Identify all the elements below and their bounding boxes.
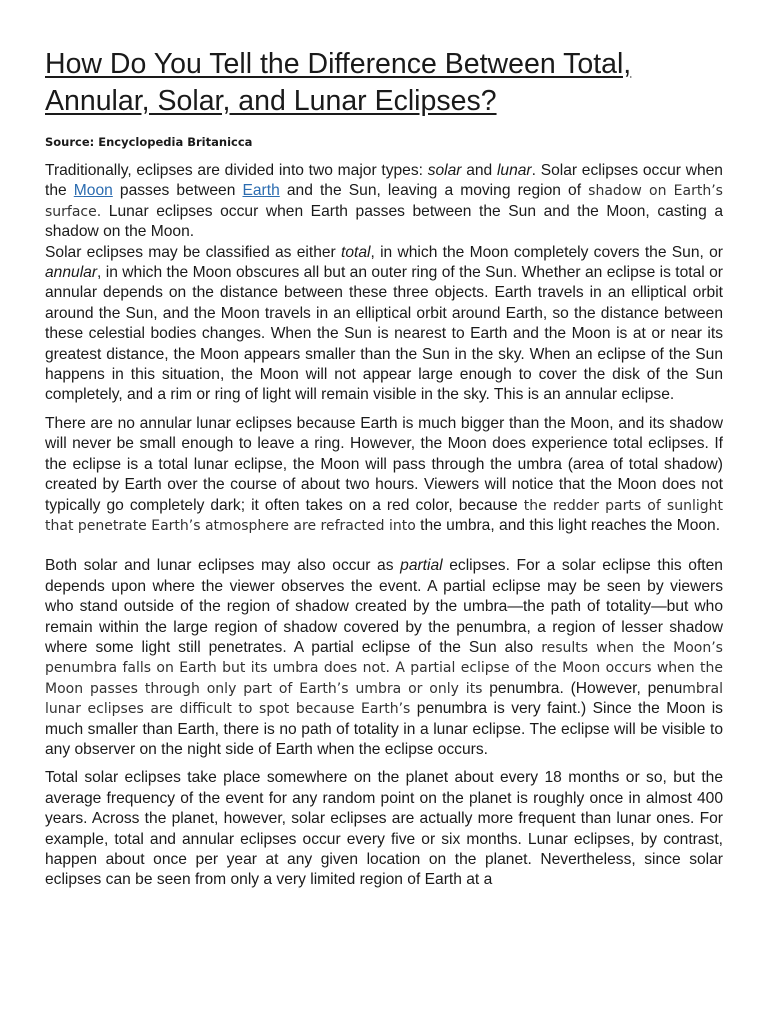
moon-link[interactable]: Moon — [73, 182, 113, 200]
paragraph-spacer — [45, 760, 723, 768]
text-segment: Lunar eclipses occur when Earth passes between the Sun and the Moon, casting a shadow on the Moon. — [45, 202, 723, 241]
paragraph-total-annular — [45, 243, 723, 406]
text-segment-alt: shadow on Earth’s surface. — [45, 183, 723, 220]
text-segment: Traditionally, eclipses are divided into two major types: — [45, 162, 428, 179]
text-segment: There are no annular lunar eclipses because Earth is much bigger than the Moon, and its shadow will never be small enough to leave a ring. However, the Moon does experience total eclipses. If the eclipse is a total lunar eclipse, the Moon will pass through the umbra (area of total shadow) created by Earth over the course of about two hours. Viewers will notice that the Moon does not typically go completely dark; it often takes on a red color, because — [45, 414, 723, 514]
text-segment: Both solar and lunar eclipses may also occur as — [45, 557, 401, 575]
text-segment: penumbra is very faint.) Since the Moon is much smaller than Earth, there is no path of totality in a lunar eclipse. The eclipse will be visible to any observer on the night side of Earth when the eclipse occurs. — [45, 700, 723, 758]
text-segment: . Solar eclipses occur when the — [45, 162, 723, 200]
paragraph-partial-eclipses — [45, 556, 723, 760]
page-title: How Do You Tell the Difference Between Total, Annular, Solar, and Lunar Eclipses? — [45, 48, 632, 117]
text-segment: penumbra. (However, penu — [482, 679, 683, 697]
text-segment: and — [461, 162, 497, 179]
text-segment: Solar eclipses may be classified as either — [45, 243, 342, 261]
paragraph-spacer — [45, 536, 723, 556]
paragraph-lunar-eclipses — [45, 414, 723, 536]
text-segment: passes between — [112, 182, 243, 200]
text-segment-alt: the redder parts of sunlight that penetrate Earth’s atmosphere are refracted into — [45, 497, 723, 534]
emphasis-partial: partial — [400, 557, 443, 575]
text-segment: and the Sun, leaving a moving region of — [279, 182, 589, 200]
paragraph-frequency — [45, 768, 723, 890]
earth-link[interactable]: Earth — [242, 182, 280, 200]
emphasis-solar: solar — [427, 162, 462, 179]
text-segment: , in which the Moon obscures all but an outer ring of the Sun. Whether an eclipse is total or annular depends on the distance between these three objects. Earth travels in an elliptical orbit around the Sun, and the Moon travels in an elliptical orbit around Earth, so the distance between these celestial bodies changes. When the Sun is nearest to Earth and the Moon is at or near its greatest distance, the Moon appears smaller than the Sun in the sky. When an eclipse of the Sun happens in this situation, the Moon will not appear large enough to cover the disk of the Sun completely, and a rim or ring of light will remain visible in the sky. This is an annular eclipse. — [45, 264, 723, 404]
paragraph-spacer — [45, 406, 723, 414]
text-segment: the umbra, and this light reaches the Moon. — [415, 516, 721, 534]
paragraph-intro — [45, 161, 723, 243]
text-segment-alt: mbral lunar eclipses are difficult to spot because Earth’s — [45, 680, 724, 718]
source-line: Source: Encyclopedia Britanicca — [45, 135, 253, 149]
article-body — [45, 161, 723, 891]
emphasis-annular: annular — [45, 264, 98, 282]
text-segment: , in which the Moon completely covers the Sun, or — [370, 243, 723, 261]
emphasis-total: total — [341, 243, 371, 261]
emphasis-lunar: lunar — [496, 162, 532, 179]
text-segment-alt: results when the Moon’s penumbra falls on Earth but its umbra does not. A partial eclipse of the Moon occurs when the Moon passes through only part of Earth’s umbra or only its — [45, 639, 723, 697]
text-segment: Total solar eclipses take place somewhere on the planet about every 18 months or so, but the average frequency of the event for any random point on the planet is roughly once in almost 400 years. Across the planet, however, solar eclipses are actually more frequent than lunar ones. For example, total and annular eclipses occur every five or six months. Lunar eclipses, by contrast, happen about once per year at any given location on the planet. Nevertheless, since solar eclipses can be seen from only a very limited region of Earth at a — [45, 769, 723, 889]
text-segment: eclipses. For a solar eclipse this often depends upon where the viewer observes the event. A partial eclipse may be seen by viewers who stand outside of the region of shadow created by the umbra—the path of totality—but who remain within the large region of shadow covered by the penumbra, a region of lesser shadow where some light still penetrates. A partial eclipse of the Sun also — [45, 557, 723, 656]
